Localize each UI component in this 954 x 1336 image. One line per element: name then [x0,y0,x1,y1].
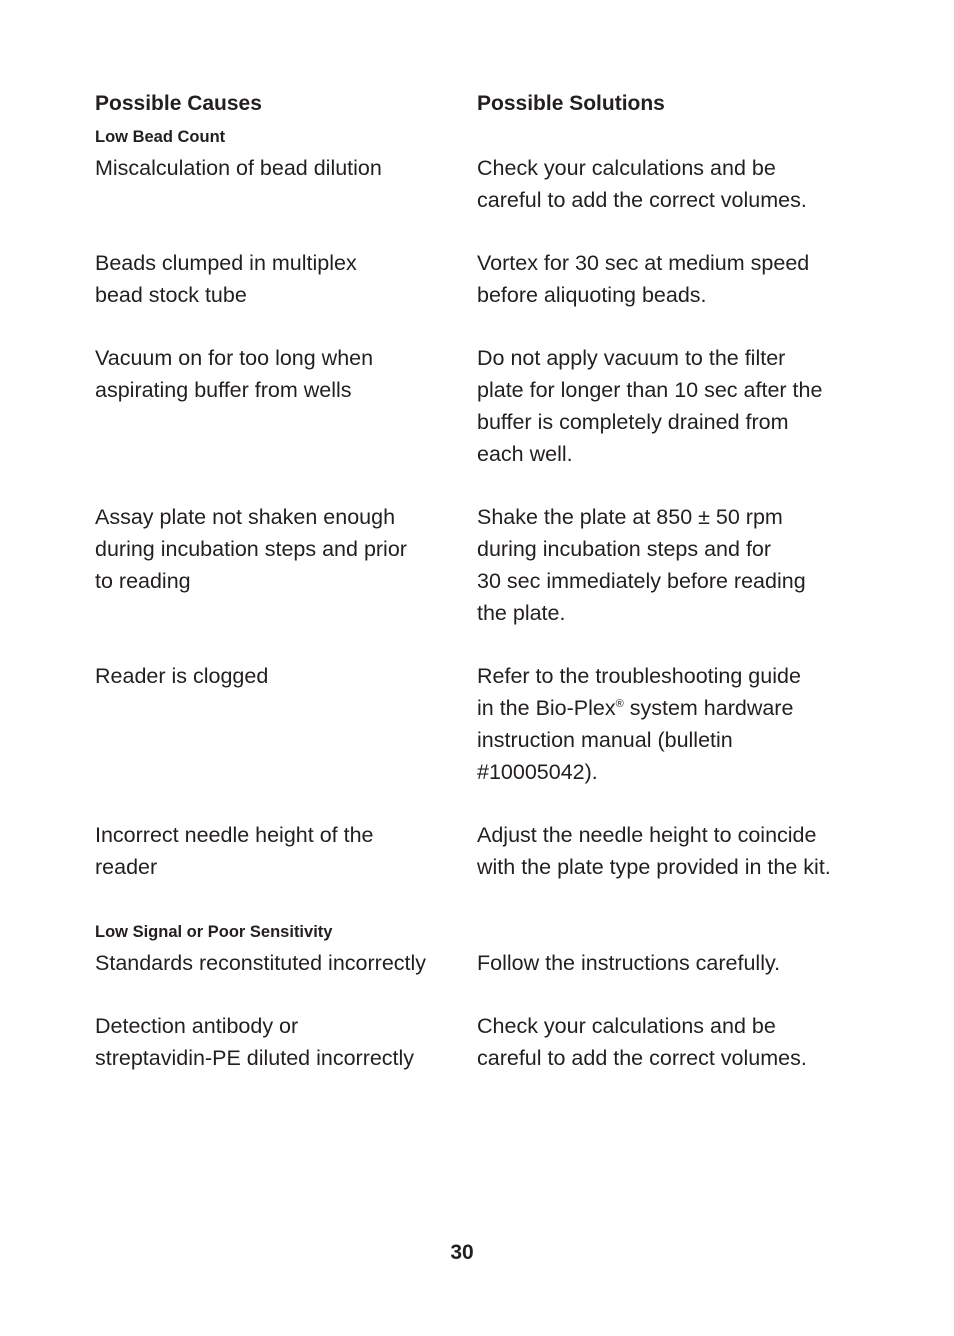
registered-mark: ® [615,697,624,710]
solution-line: careful to add the correct volumes. [477,1046,807,1070]
solutions-header: Possible Solutions [477,92,665,115]
cause-cell [95,660,465,692]
cause-cell [95,247,465,311]
cause-line: Vacuum on for too long when [95,346,374,370]
solution-cell [477,152,867,216]
solution-line: buffer is completely drained from [477,410,789,434]
cause-line: Assay plate not shaken enough [95,505,396,529]
solution-line: instruction manual (bulletin [477,728,733,752]
solution-line: Check your calculations and be [477,1014,776,1038]
page-number: 30 [450,1241,474,1264]
cause-line: Miscalculation of bead dilution [95,156,382,180]
solution-line: each well. [477,442,573,466]
cause-cell [95,819,465,883]
cause-line: to reading [95,569,191,593]
cause-line: bead stock tube [95,283,247,307]
solution-line: plate for longer than 10 sec after the [477,378,823,402]
solution-cell [477,660,867,788]
solution-line: 30 sec immediately before reading [477,569,806,593]
solution-line: Do not apply vacuum to the filter [477,346,786,370]
solution-line: Refer to the troubleshooting guide [477,664,801,688]
solution-cell [477,342,867,470]
cause-cell [95,501,465,597]
solution-line: Adjust the needle height to coincide [477,823,817,847]
solution-line: during incubation steps and for [477,537,772,561]
cause-line: aspirating buffer from wells [95,378,352,402]
cause-line: during incubation steps and prior [95,537,407,561]
solution-cell [477,247,867,311]
solution-line: careful to add the correct volumes. [477,188,807,212]
solution-cell [477,947,867,979]
cause-cell [95,947,465,979]
section-title-low-bead-count: Low Bead Count [95,128,226,146]
solution-line: with the plate type provided in the kit. [477,855,831,879]
solution-cell [477,819,867,883]
cause-line: Reader is clogged [95,664,269,688]
cause-line: Beads clumped in multiplex [95,251,357,275]
cause-cell [95,342,465,406]
solution-line: Vortex for 30 sec at medium speed [477,251,810,275]
solution-line: Check your calculations and be [477,156,776,180]
cause-cell [95,1010,465,1074]
cause-line: Standards reconstituted incorrectly [95,951,427,975]
section-title-low-signal: Low Signal or Poor Sensitivity [95,923,333,941]
solution-line: before aliquoting beads. [477,283,707,307]
solution-line: #10005042). [477,760,598,784]
solution-line: Follow the instructions carefully. [477,951,781,975]
solution-line [477,692,867,724]
solution-text: system hardware [623,696,794,720]
solution-text: in the Bio-Plex [477,696,616,720]
causes-header: Possible Causes [95,92,262,115]
cause-cell [95,152,465,184]
solution-cell [477,1010,867,1074]
cause-line: streptavidin-PE diluted incorrectly [95,1046,415,1070]
solution-line: the plate. [477,601,566,625]
cause-line: Detection antibody or [95,1014,299,1038]
solution-cell [477,501,867,629]
solution-line: Shake the plate at 850 ± 50 rpm [477,505,783,529]
cause-line: Incorrect needle height of the [95,823,374,847]
cause-line: reader [95,855,158,879]
